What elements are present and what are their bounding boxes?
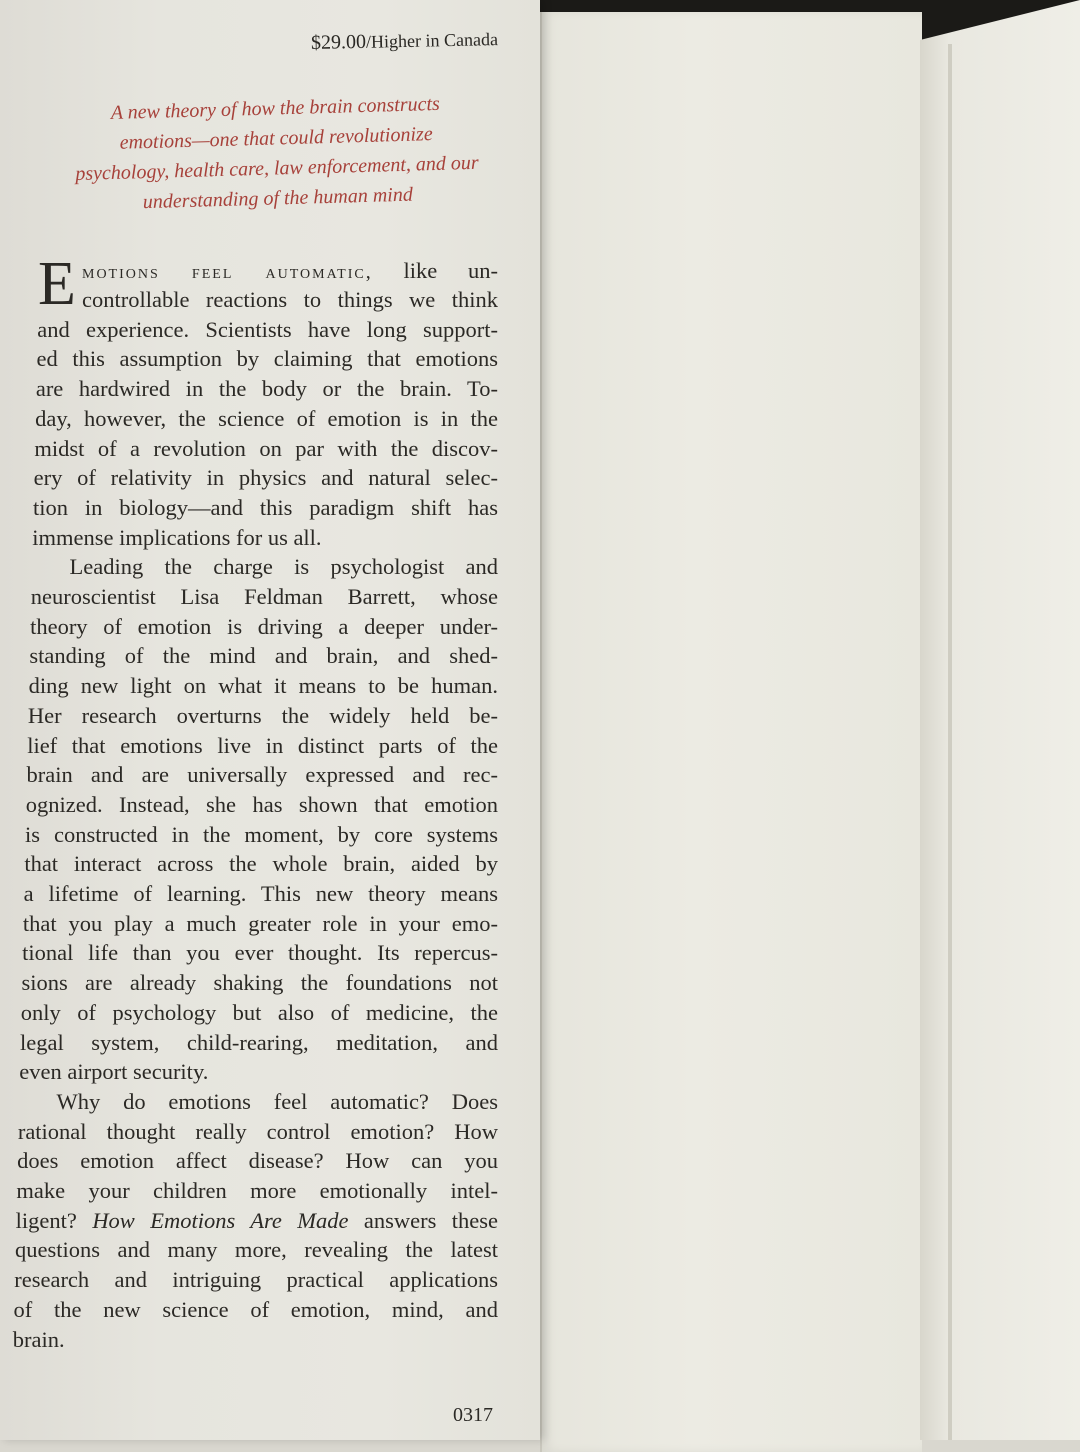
opening-rest: like un- (403, 258, 499, 283)
text-line: questions and many more, revealing the latest (14, 1237, 498, 1263)
text-line (16, 1206, 498, 1236)
text-line: Leading the charge is psychologist and (69, 554, 498, 580)
text-line: that interact across the whole brain, aided by (24, 851, 498, 877)
text-line: lief that emotions live in distinct parts of the (27, 732, 498, 758)
book-title: How Emotions Are Made (92, 1207, 349, 1233)
text-line: tional life than you ever thought. Its repercus- (22, 940, 498, 966)
price-note: /Higher in Canada (365, 29, 499, 52)
text-line: ery of relativity in physics and natural selec- (33, 465, 498, 491)
text-line: immense implications for us all. (32, 524, 322, 550)
text-line: and experience. Scientists have long support- (37, 316, 498, 342)
text-line: sions are already shaking the foundations not (21, 970, 498, 996)
text-line: brain and are universally expressed and rec- (26, 762, 498, 788)
tagline-line: psychology, health care, law enforcement, and our (75, 151, 479, 186)
drop-cap: E (38, 250, 76, 318)
text-fragment: answers these (363, 1207, 498, 1233)
text-line: neuroscientist Lisa Feldman Barrett, whose (30, 584, 498, 609)
page-edge (948, 44, 952, 1440)
tagline-line: A new theory of how the brain constructs (110, 92, 441, 125)
tagline (40, 87, 513, 220)
text-line: does emotion affect disease? How can you (17, 1148, 498, 1174)
text-line: rational thought really control emotion? How (17, 1118, 498, 1144)
tagline-line: emotions—one that could revolutionize (119, 123, 433, 154)
text-line: research and intriguing practical applications (14, 1267, 498, 1293)
tagline-line: understanding of the human mind (142, 183, 414, 214)
text-line: tion in biology—and this paradigm shift has (32, 494, 498, 520)
text-line: Her research overturns the widely held be- (27, 702, 498, 728)
text-line: are hardwired in the body or the brain. To- (35, 376, 498, 402)
text-line: theory of emotion is driving a deeper under- (30, 613, 498, 639)
price (311, 28, 498, 55)
text-line: that you play a much greater role in your emo- (22, 910, 498, 936)
text-line: controllable reactions to things we think (82, 287, 498, 312)
text-line: make your children more emotionally intel- (16, 1178, 498, 1203)
text-fragment: ligent? (15, 1207, 77, 1233)
text-line: Why do emotions feel automatic? Does (56, 1088, 498, 1114)
opening-smallcaps: motions feel automatic, (82, 261, 373, 283)
text-line: midst of a revolution on par with the discov- (34, 435, 498, 461)
text-line: is constructed in the moment, by core systems (25, 821, 498, 847)
text-line: ognized. Instead, she has shown that emotion (25, 791, 498, 817)
jacket-flap (0, 0, 540, 1440)
text-line: ed this assumption by claiming that emotions (36, 346, 498, 372)
text-line: of the new science of emotion, mind, and (13, 1296, 498, 1322)
catalog-code: 0317 (453, 1404, 493, 1426)
text-line: ding new light on what it means to be human. (28, 673, 498, 699)
text-line: a lifetime of learning. This new theory means (23, 881, 498, 906)
book-page-right (540, 12, 922, 1452)
text-line: day, however, the science of emotion is in the (35, 405, 498, 431)
text-line: standing of the mind and brain, and shed- (29, 643, 498, 669)
text-line: even airport security. (19, 1059, 209, 1085)
price-amount: $29.00 (310, 30, 367, 54)
text-line: brain. (12, 1326, 65, 1352)
text-line (82, 256, 498, 288)
book-page-far (920, 0, 1080, 1440)
text-line: only of psychology but also of medicine, the (20, 999, 498, 1025)
text-line: legal system, child-rearing, meditation, and (20, 1029, 498, 1055)
